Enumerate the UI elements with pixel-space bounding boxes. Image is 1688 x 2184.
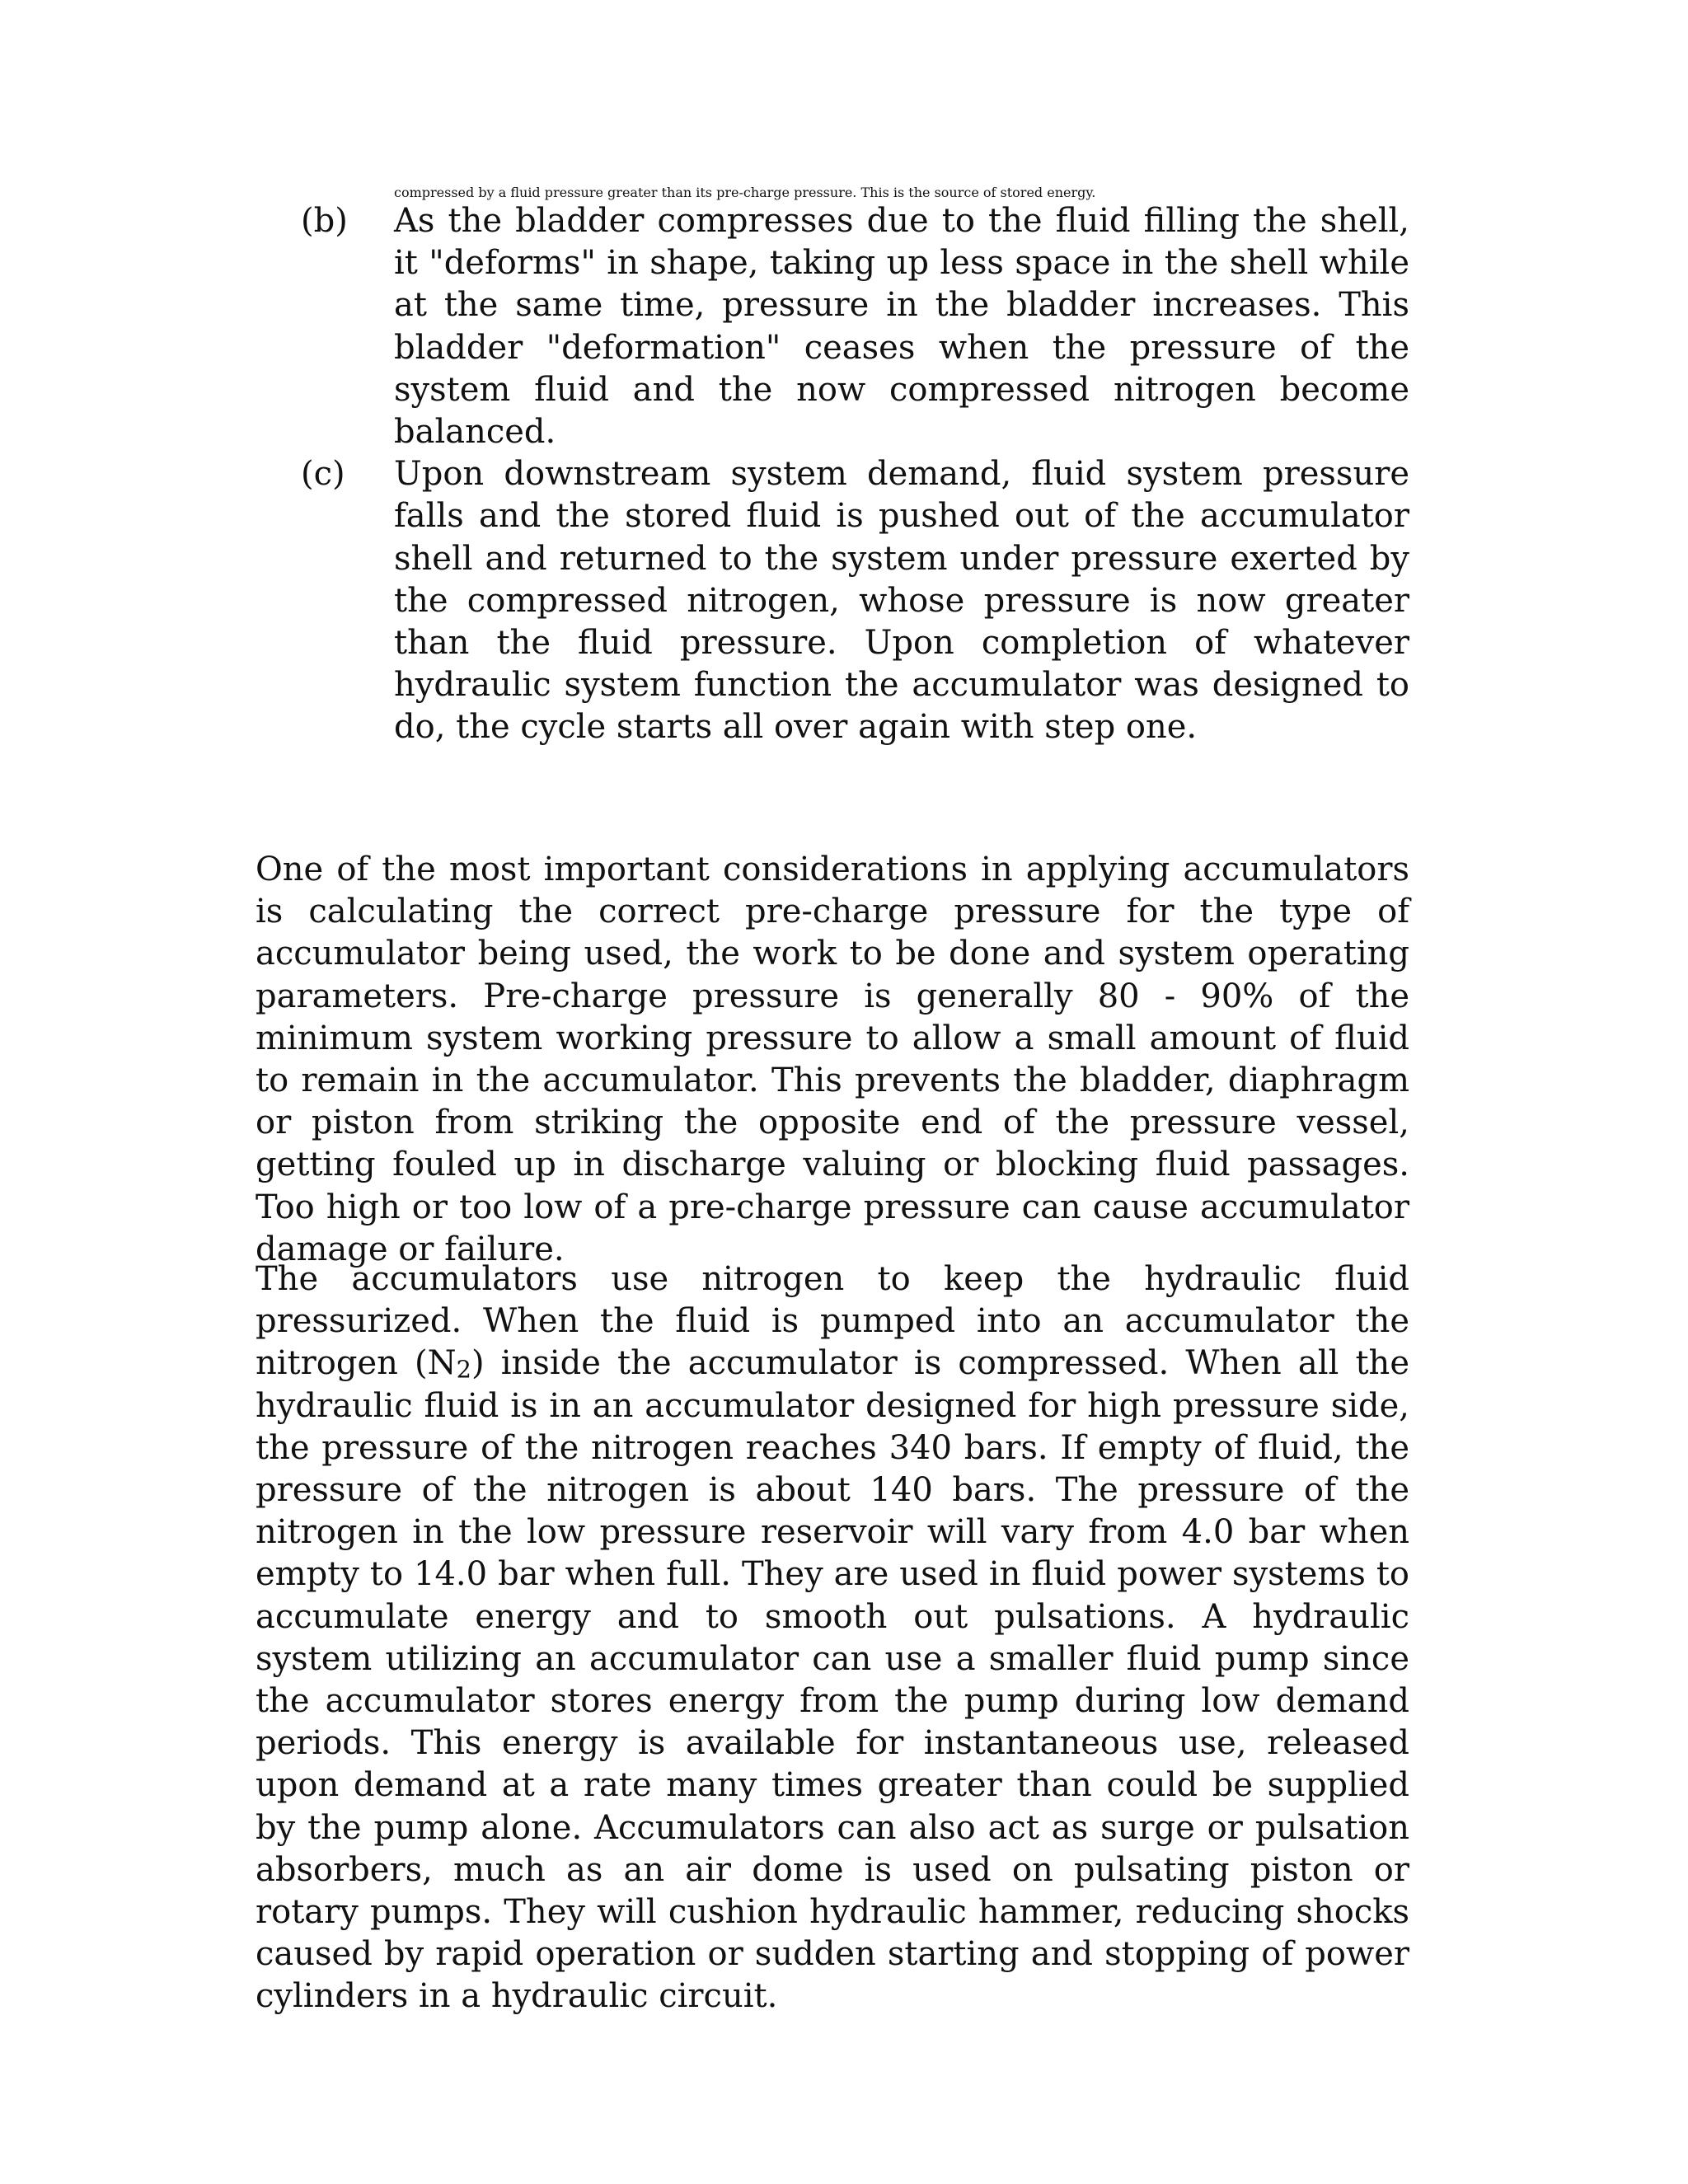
nitrogen-accumulator-paragraph — [256, 1258, 1409, 2018]
accumulator-cycle-list — [256, 185, 1409, 749]
list-label-b: (b) — [301, 202, 348, 240]
list-item-c — [256, 453, 1409, 748]
nitrogen-subscript: 2 — [456, 1355, 471, 1384]
paragraph-text-before-formula: The accumulators use nitrogen to keep the hydraulic fluid pressurized. When the fluid is pumped into an accumulator the nitrogen (N — [256, 1260, 1409, 1383]
precharge-paragraph: One of the most important considerations in applying accumulators is calculating the correct pre-charge pressure for the type of accumulator being used, the work to be done and system operating parameters. Pre-charge pressure is generally 80 - 90% of the minimum system working pressure to allow a small amount of fluid to remain in the accumulator. This prevents the bladder, diaphragm or piston from striking the opposite end of the pressure vessel, getting fouled up in discharge valuing or blocking fluid passages. Too high or too low of a pre-charge pressure can cause accumulator damage or failure. — [256, 851, 1409, 1268]
list-text-c: Upon downstream system demand, fluid system pressure falls and the stored fluid is pushed out of the accumulator shell and returned to the system under pressure exerted by the compressed nitrogen, whose pressure is now greater than the fluid pressure. Upon completion of whatever hydraulic system function the accumulator was designed to do, the cycle starts all over again with step one. — [394, 455, 1409, 747]
list-text-b: As the bladder compresses due to the fluid filling the shell, it "deforms" in shape, taking up less space in the shell while at the same time, pressure in the bladder increases. This bladder "deformation" ceases when the pressure of the system fluid and the now compressed nitrogen become balanced. — [394, 202, 1409, 452]
list-label-c: (c) — [301, 455, 345, 494]
paragraph-text-after-formula: ) inside the accumulator is compressed. When all the hydraulic fluid is in an accumulator designed for high pressure side, the pressure of the nitrogen reaches 340 bars. If empty of fluid, the pressure of the nitrogen is about 140 bars. The pressure of the nitrogen in the low pressure reservoir will vary from 4.0 bar when empty to 14.0 bar when full. They are used in fluid power systems to accumulate energy and to smooth out pulsations. A hydraulic system utilizing an accumulator can use a smaller fluid pump since the accumulator stores energy from the pump during low demand periods. This energy is available for instantaneous use, released upon demand at a rate many times greater than could be supplied by the pump alone. Accumulators can also act as surge or pulsation absorbers, much as an air dome is used on pulsating piston or rotary pumps. They will cushion hydraulic hammer, reducing shocks caused by rapid operation or sudden starting and stopping of power cylinders in a hydraulic circuit. — [256, 1344, 1409, 2016]
list-item-b — [256, 200, 1409, 453]
list-continuation-text: compressed by a fluid pressure greater than its pre-charge pressure. This is the source of stored energy. — [394, 185, 1096, 200]
